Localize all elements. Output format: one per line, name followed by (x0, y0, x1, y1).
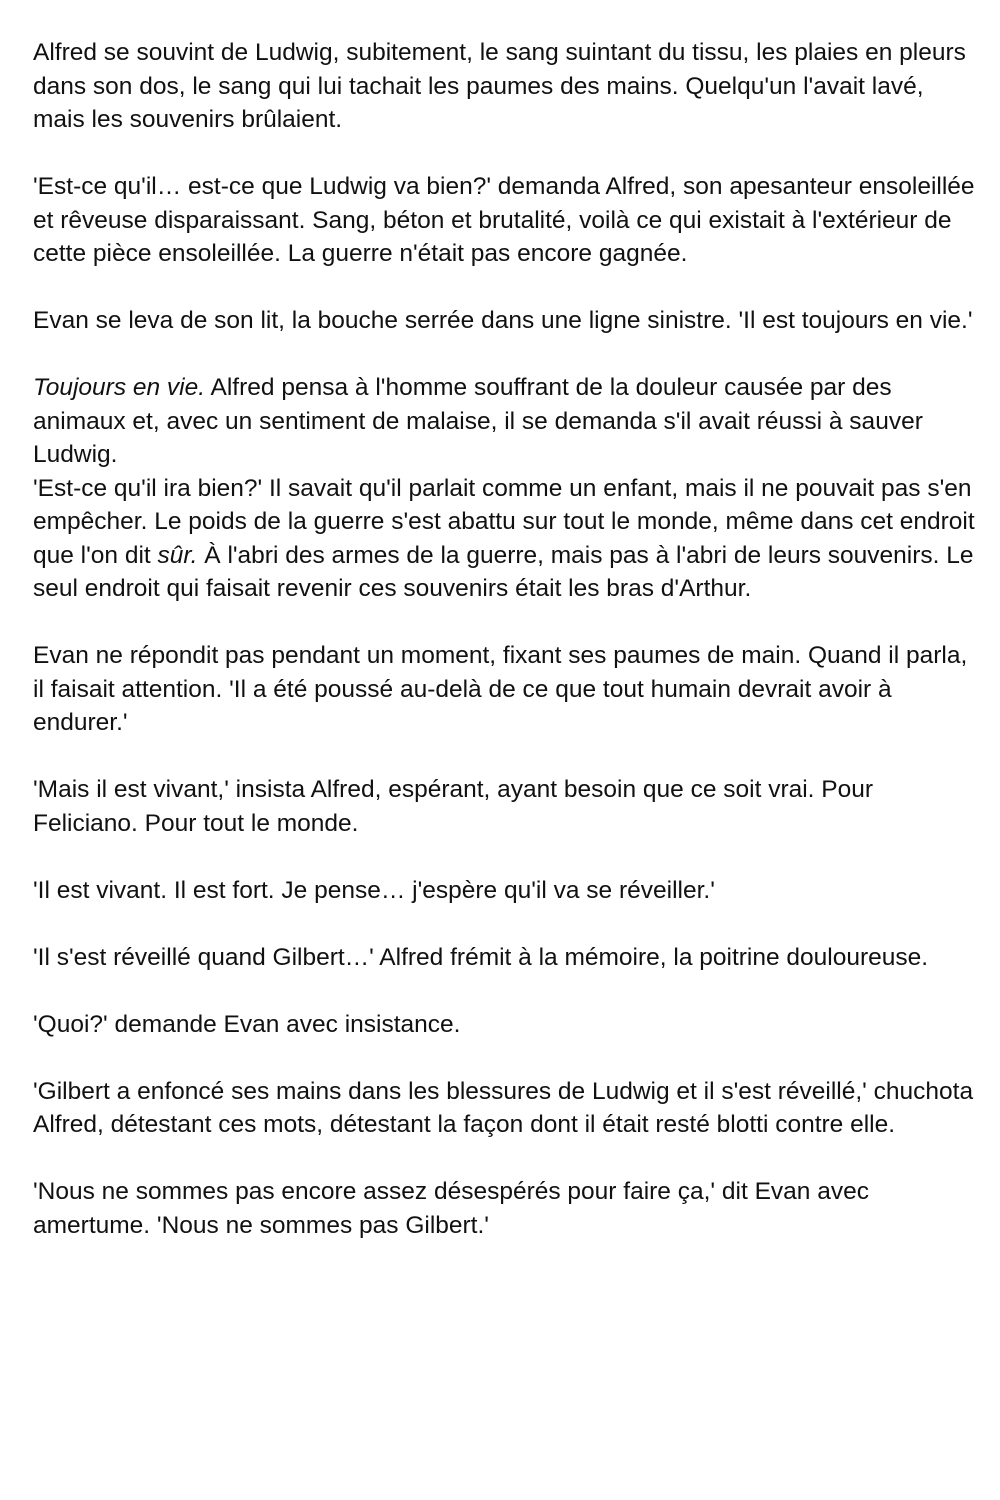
paragraph-7 (33, 773, 978, 840)
paragraph-7-text: 'Mais il est vivant,' insista Alfred, espérant, ayant besoin que ce soit vrai. Pour Feliciano. Pour tout le monde. (33, 776, 874, 837)
paragraph-4-text: Alfred pensa à l'homme souffrant de la douleur causée par des animaux et, avec un sentiment de malaise, il se demanda s'il avait réussi à sauver Ludwig. (33, 374, 923, 468)
paragraph-10 (33, 1008, 978, 1042)
paragraph-5-text-after: À l'abri des armes de la guerre, mais pas à l'abri de leurs souvenirs. Le seul endroit qui faisait revenir ces souvenirs était les bras d'Arthur. (33, 541, 974, 602)
paragraph-8 (33, 874, 978, 908)
paragraph-5-text-before: 'Est-ce qu'il ira bien?' Il savait qu'il parlait comme un enfant, mais il ne pouvait pas s'en empêcher. Le poids de la guerre s'est abattu sur tout le monde, même dans cet endroit que l'on dit (33, 474, 975, 569)
paragraph-6-text: Evan ne répondit pas pendant un moment, fixant ses paumes de main. Quand il parla, il faisait attention. 'Il a été poussé au-delà de ce que tout humain devrait avoir à endurer.' (33, 642, 968, 736)
paragraph-1 (33, 36, 978, 137)
paragraph-5 (33, 472, 978, 606)
paragraph-12 (33, 1175, 978, 1242)
paragraph-2 (33, 170, 978, 271)
paragraph-2-text: 'Est-ce qu'il… est-ce que Ludwig va bien?' demanda Alfred, son apesanteur ensoleillée et rêveuse disparaissant. Sang, béton et brutalité, voilà ce qui existait à l'extérieur de cette pièce ensoleillée. La guerre n'était pas encore gagnée. (33, 173, 975, 267)
paragraph-3 (33, 304, 978, 338)
paragraph-5-italic: sûr. (157, 541, 198, 569)
paragraph-3-text: Evan se leva de son lit, la bouche serrée dans une ligne sinistre. 'Il est toujours en vie.' (33, 307, 973, 334)
paragraph-10-text: 'Quoi?' demande Evan avec insistance. (33, 1010, 461, 1038)
document-page (33, 36, 978, 1276)
paragraph-12-text: 'Nous ne sommes pas encore assez désespérés pour faire ça,' dit Evan avec amertume. 'Nous ne sommes pas Gilbert.' (33, 1178, 869, 1239)
paragraph-11 (33, 1075, 978, 1142)
paragraph-1-text: Alfred se souvint de Ludwig, subitement, le sang suintant du tissu, les plaies en pleurs dans son dos, le sang qui lui tachait les paumes des mains. Quelqu'un l'avait lavé, mais les souvenirs brûlaient. (33, 39, 966, 133)
paragraph-9 (33, 941, 978, 975)
paragraph-9-text: 'Il s'est réveillé quand Gilbert…' Alfred frémit à la mémoire, la poitrine douloureuse. (33, 943, 929, 971)
paragraph-4-italic: Toujours en vie. (33, 374, 206, 401)
paragraph-4 (33, 371, 978, 472)
paragraph-8-text: 'Il est vivant. Il est fort. Je pense… j'espère qu'il va se réveiller.' (33, 876, 715, 904)
paragraph-6 (33, 639, 978, 740)
paragraph-11-text: 'Gilbert a enfoncé ses mains dans les blessures de Ludwig et il s'est réveillé,' chuchota Alfred, détestant ces mots, détestant la façon dont il était resté blotti contre elle. (33, 1077, 974, 1138)
